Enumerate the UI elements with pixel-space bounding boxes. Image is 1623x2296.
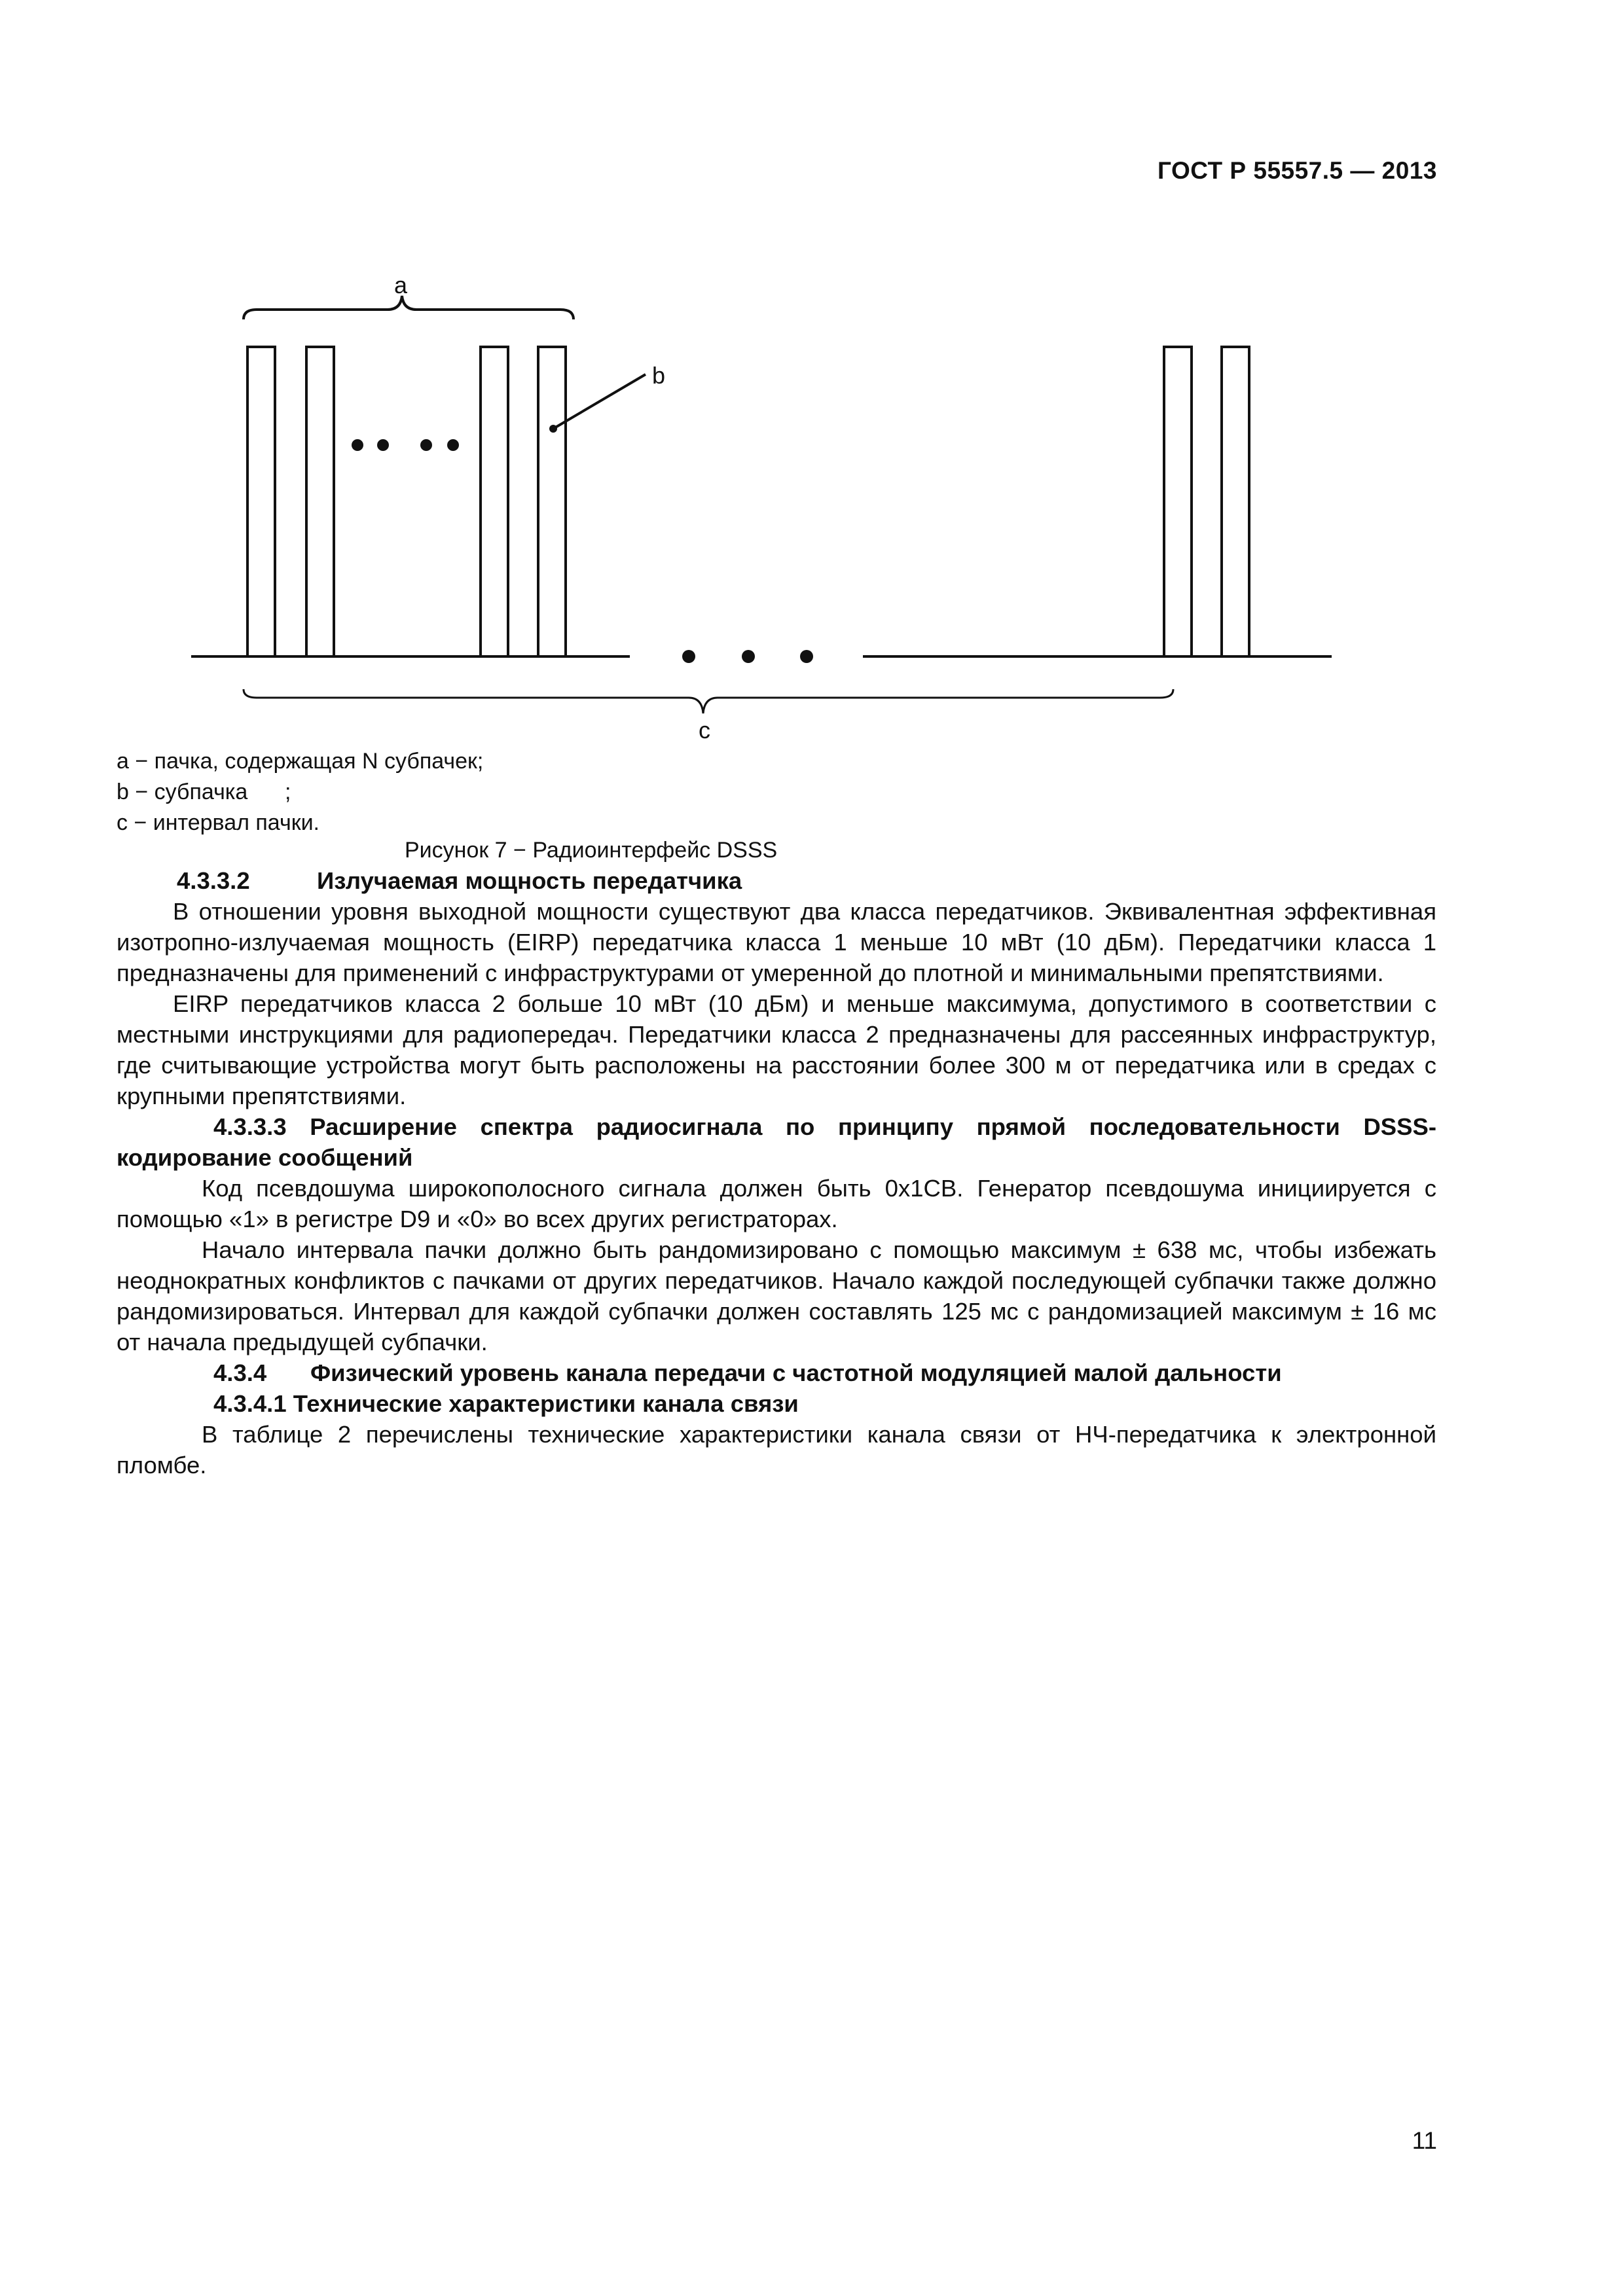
- figure-caption: Рисунок 7 − Радиоинтерфейс DSSS: [405, 838, 778, 863]
- pointer-dot: [549, 425, 557, 433]
- subpulse: [481, 347, 508, 656]
- subpulse: [1164, 347, 1192, 656]
- document-body: [117, 865, 1436, 1480]
- subpulse: [1222, 347, 1249, 656]
- section-heading-4-3-3-2: [117, 865, 1436, 896]
- section-number: 4.3.3.3: [213, 1113, 287, 1140]
- section-title: Физический уровень канала передачи с частотной модуляцией малой дальности: [310, 1359, 1282, 1386]
- paragraph: Начало интервала пачки должно быть рандомизировано с помощью максимум ± 638 мс, чтобы избежать неоднократных конфликтов с пачками от других передатчиков. Начало каждой последующей субпачки также должно рандомизироваться. Интервал для каждой субпачки должен составлять 125 мс с рандомизацией максимум ± 16 мс от начала предыдущей субпачки.: [117, 1236, 1436, 1355]
- label-b: b: [652, 362, 666, 389]
- subpulse: [306, 347, 334, 656]
- section-heading-4-3-3-3: [117, 1111, 1436, 1173]
- label-c: c: [699, 717, 710, 744]
- paragraph: В отношении уровня выходной мощности существуют два класса передатчиков. Эквивалентная эффективная изотропно-излучаемая мощность (EIRP) передатчика класса 1 меньше 10 мВт (10 дБм). Передатчики класса 1 предназначены для применений с инфраструктурами от умеренной до плотной и минимальными препятствиями.: [117, 898, 1436, 986]
- ellipsis-dot: [420, 439, 432, 451]
- ellipsis-dot: [682, 650, 695, 663]
- figure-legend: [117, 746, 483, 838]
- section-number: 4.3.3.2: [177, 867, 250, 894]
- section-number: 4.3.4: [213, 1359, 267, 1386]
- legend-item-c: c − интервал пачки.: [117, 810, 320, 835]
- section-title: Технические характеристики канала связи: [293, 1390, 799, 1417]
- section-number: 4.3.4.1: [213, 1390, 287, 1417]
- section-title: Расширение спектра радиосигнала по принципу прямой последовательности DSSS-кодирование сообщений: [117, 1113, 1436, 1171]
- legend-item-a: a − пачка, содержащая N субпачек;: [117, 749, 484, 774]
- pointer-b: [553, 374, 646, 429]
- legend-item-b: b − субпачка ;: [117, 780, 291, 804]
- brace-c: [244, 689, 1173, 713]
- paragraph: Код псевдошума широкополосного сигнала должен быть 0x1CB. Генератор псевдошума инициируется с помощью «1» в регистре D9 и «0» во всех других регистраторах.: [117, 1175, 1436, 1232]
- section-heading-4-3-4: [117, 1357, 1436, 1388]
- subpulse: [247, 347, 275, 656]
- paragraph: EIRP передатчиков класса 2 больше 10 мВт (10 дБм) и меньше максимума, допустимого в соответствии с местными инструкциями для радиопередач. Передатчики класса 2 предназначены для рассеянных инфраструктур, где считывающие устройства могут быть расположены на расстоянии более 300 м от передатчика или в средах с крупными препятствиями.: [117, 990, 1436, 1109]
- section-title: Излучаемая мощность передатчика: [317, 867, 742, 894]
- section-heading-4-3-4-1: [117, 1388, 1436, 1419]
- document-header: ГОСТ Р 55557.5 — 2013: [1157, 157, 1437, 184]
- subpulse: [538, 347, 566, 656]
- ellipsis-dot: [352, 439, 363, 451]
- brace-a: [244, 296, 574, 319]
- ellipsis-dot: [742, 650, 755, 663]
- dsss-burst-figure: [0, 0, 1623, 746]
- page-number: 11: [1412, 2127, 1437, 2154]
- ellipsis-dot: [800, 650, 813, 663]
- ellipsis-dot: [447, 439, 459, 451]
- label-a: a: [393, 272, 408, 298]
- ellipsis-dot: [377, 439, 389, 451]
- paragraph: В таблице 2 перечислены технические характеристики канала связи от НЧ-передатчика к электронной пломбе.: [117, 1421, 1436, 1479]
